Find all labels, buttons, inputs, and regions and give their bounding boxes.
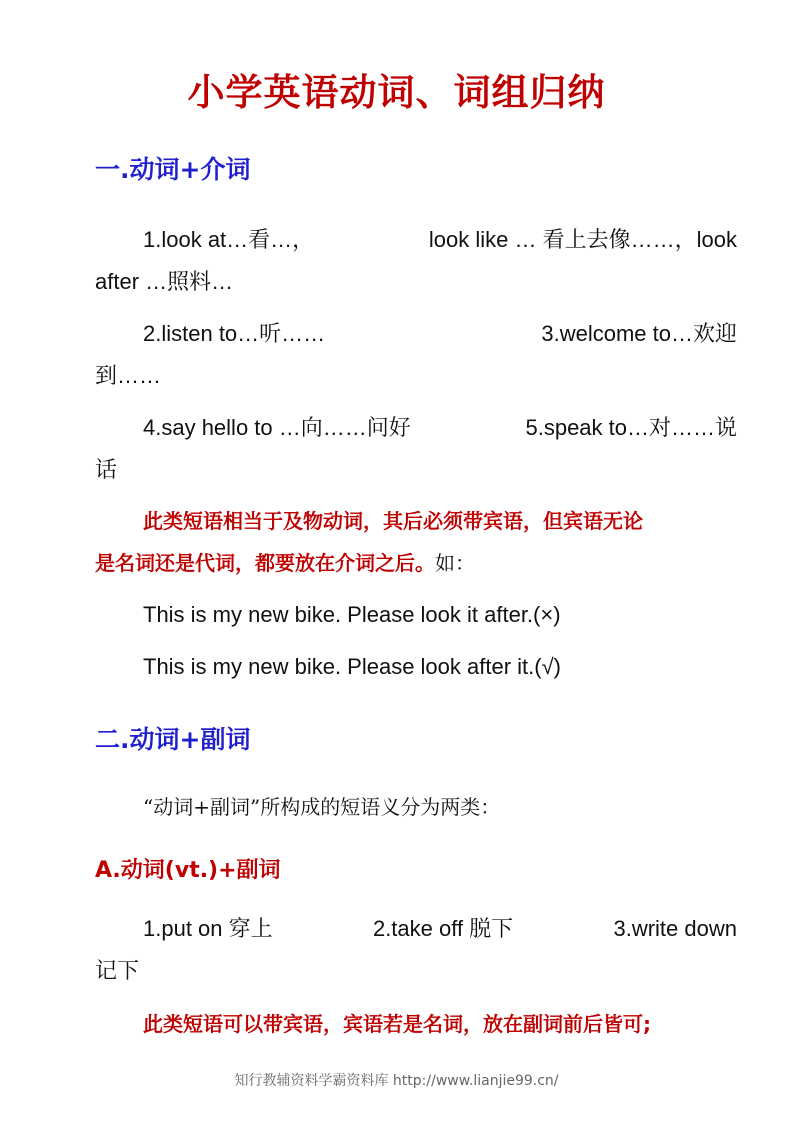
section1-item5-cont: 话 — [95, 457, 118, 482]
section2-item3-cont: 记下 — [95, 958, 140, 983]
item5-speak-to: 5.speak to…对……说 — [525, 415, 737, 440]
section1-item1-line — [95, 219, 737, 261]
example-right: This is my new bike. Please look after it.(√) — [143, 654, 561, 679]
section2-subheading: A.动词(vt.)+副词 — [95, 858, 281, 883]
section2-intro: “动词+副词”所构成的短语义分为两类： — [143, 795, 501, 819]
page-footer: 知行教辅资料学霸资料库 http://www.lianjie99.cn/ — [234, 1073, 559, 1089]
item-take-off: 2.take off 脱下 — [372, 916, 514, 941]
section1-note-line2 — [95, 542, 737, 584]
section1-note-red: 是名词还是代词，都要放在介词之后。 — [95, 551, 435, 575]
section2-heading: 二.动词+副词 — [95, 725, 251, 754]
section1-item4-line — [95, 407, 737, 449]
section1-item2-line — [95, 313, 737, 355]
item1-look-like: look like … 看上去像……，look — [428, 227, 737, 252]
section1-item1-cont: after …照料… — [95, 269, 234, 294]
item-write-down: 3.write down — [613, 916, 737, 941]
section1-note-plain: 如： — [435, 551, 475, 575]
item1-look-at: 1.look at…看…， — [143, 227, 315, 252]
section1-heading: 一.动词+介词 — [95, 155, 251, 184]
item2-listen-to: 2.listen to…听…… — [143, 321, 326, 346]
page-title: 小学英语动词、词组归纳 — [187, 70, 606, 114]
item3-welcome-to: 3.welcome to…欢迎 — [541, 321, 737, 346]
section1-note-line1: 此类短语相当于及物动词，其后必须带宾语，但宾语无论 — [143, 509, 643, 533]
item4-say-hello-to: 4.say hello to …向……问好 — [143, 415, 411, 440]
example-wrong: This is my new bike. Please look it after.(×) — [143, 602, 561, 627]
section2-items-line — [95, 908, 737, 950]
item-put-on: 1.put on 穿上 — [143, 916, 273, 941]
section1-item3-cont: 到…… — [95, 363, 162, 388]
section2-note: 此类短语可以带宾语，宾语若是名词，放在副词前后皆可; — [143, 1012, 651, 1036]
